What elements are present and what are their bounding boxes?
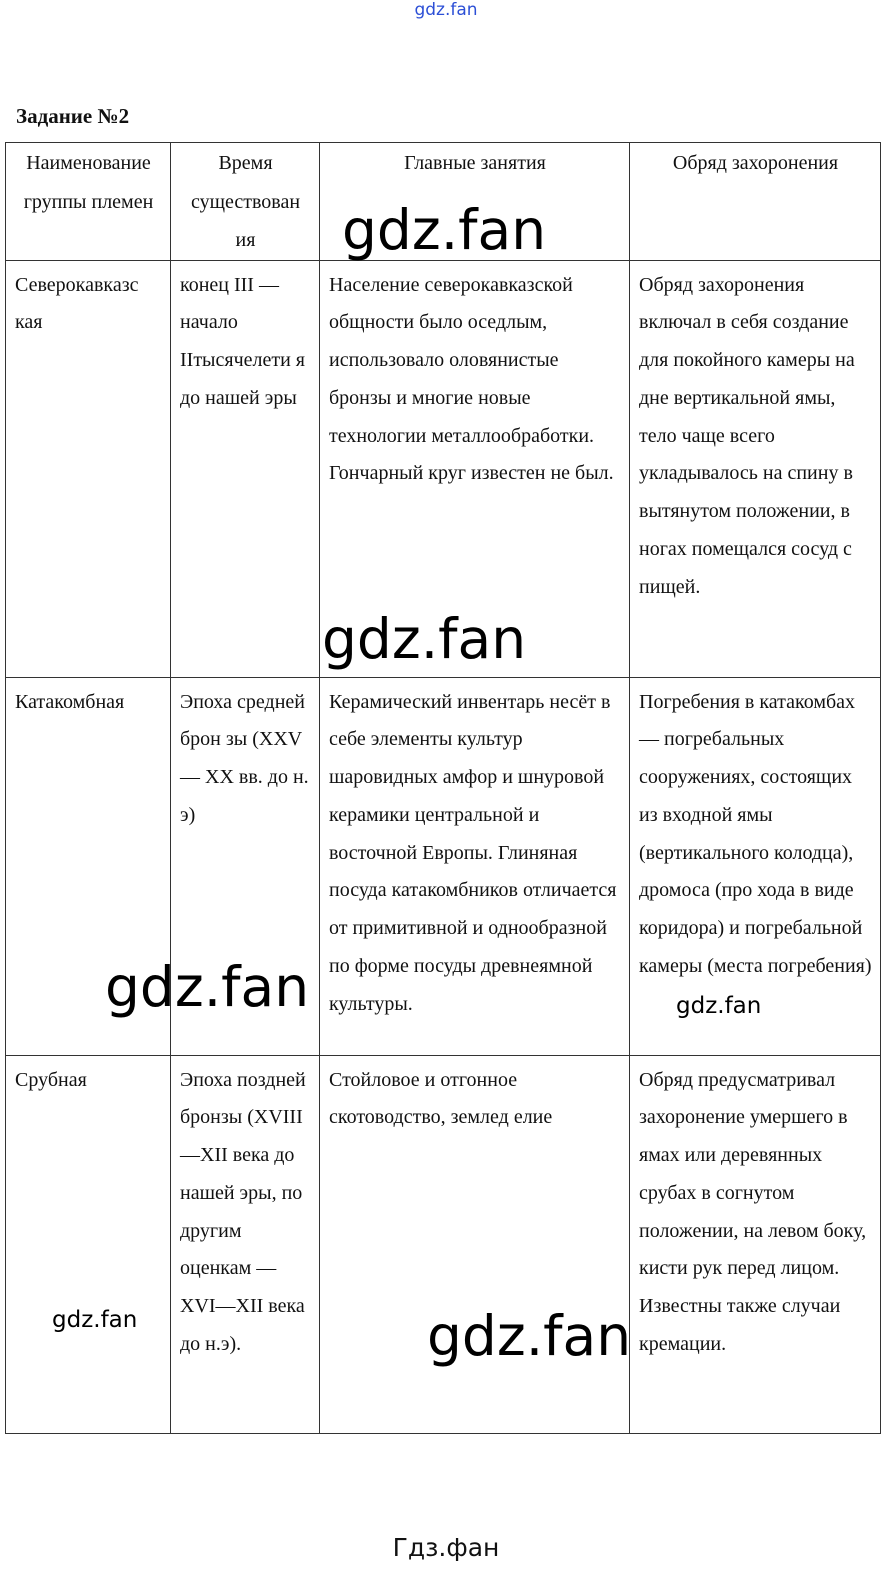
cell-occupation: Население северокавказской общности было оседлым, использовало оловянистые бронзы и многие новые технологии металлообработки. Гончарный круг известен не был. — [320, 260, 630, 677]
cell-time: Эпоха средней брон зы (XXV— XX вв. до н. э) — [171, 677, 320, 1055]
cell-occupation: Стойловое и отгонное скотоводство, землед елие — [320, 1055, 630, 1433]
watermark-top: gdz.fan — [414, 0, 478, 20]
header-burial: Обряд захоронения — [630, 143, 881, 261]
cell-time: конец III — начало IIтысячелети я до нашей эры — [171, 260, 320, 677]
cell-time: Эпоха поздней бронзы (XVIII—XII века до нашей эры, по другим оценкам — XVI—XII века до н.э). — [171, 1055, 320, 1433]
watermark: gdz.fan — [322, 607, 527, 671]
table-row — [6, 1055, 881, 1433]
cell-tribe-name: Катакомбная — [6, 677, 171, 1055]
watermark-bottom: Гдз.фан — [392, 1533, 500, 1562]
header-occupation: Главные занятия — [320, 143, 630, 261]
cell-tribe-name: Срубная — [6, 1055, 171, 1433]
watermark: gdz.fan — [342, 198, 547, 262]
watermark: gdz.fan — [427, 1304, 632, 1368]
watermark: gdz.fan — [105, 955, 310, 1019]
cell-burial: Обряд предусматривал захоронение умершего в ямах или деревянных срубах в согнутом положении, на левом боку, кисти рук перед лицом. Известны также случаи кремации. — [630, 1055, 881, 1433]
header-time: Время существован ия — [171, 143, 320, 261]
tribes-table — [5, 142, 881, 1434]
cell-burial: Обряд захоронения включал в себя создание для покойного камеры на дне вертикальной ямы, тело чаще всего укладывалось на спину в вытянутом положении, в ногах помещался сосуд с пищей. — [630, 260, 881, 677]
task-title: Задание №2 — [16, 104, 130, 128]
cell-tribe-name: Северокавказс кая — [6, 260, 171, 677]
watermark: gdz.fan — [52, 1307, 138, 1333]
cell-burial: Погребения в катакомбах — погребальных сооружениях, состоящих из входной ямы (вертикального колодца), дромоса (про хода в виде коридора) и погребальной камеры (места погребения) — [630, 677, 881, 1055]
cell-occupation: Керамический инвентарь несёт в себе элементы культур шаровидных амфор и шнуровой керамики центральной и восточной Европы. Глиняная посуда катакомбников отличается от примитивной и однообразной по форме посуды древнеямной культуры. — [320, 677, 630, 1055]
watermark: gdz.fan — [676, 993, 762, 1019]
header-tribe-group: Наименование группы племен — [6, 143, 171, 261]
